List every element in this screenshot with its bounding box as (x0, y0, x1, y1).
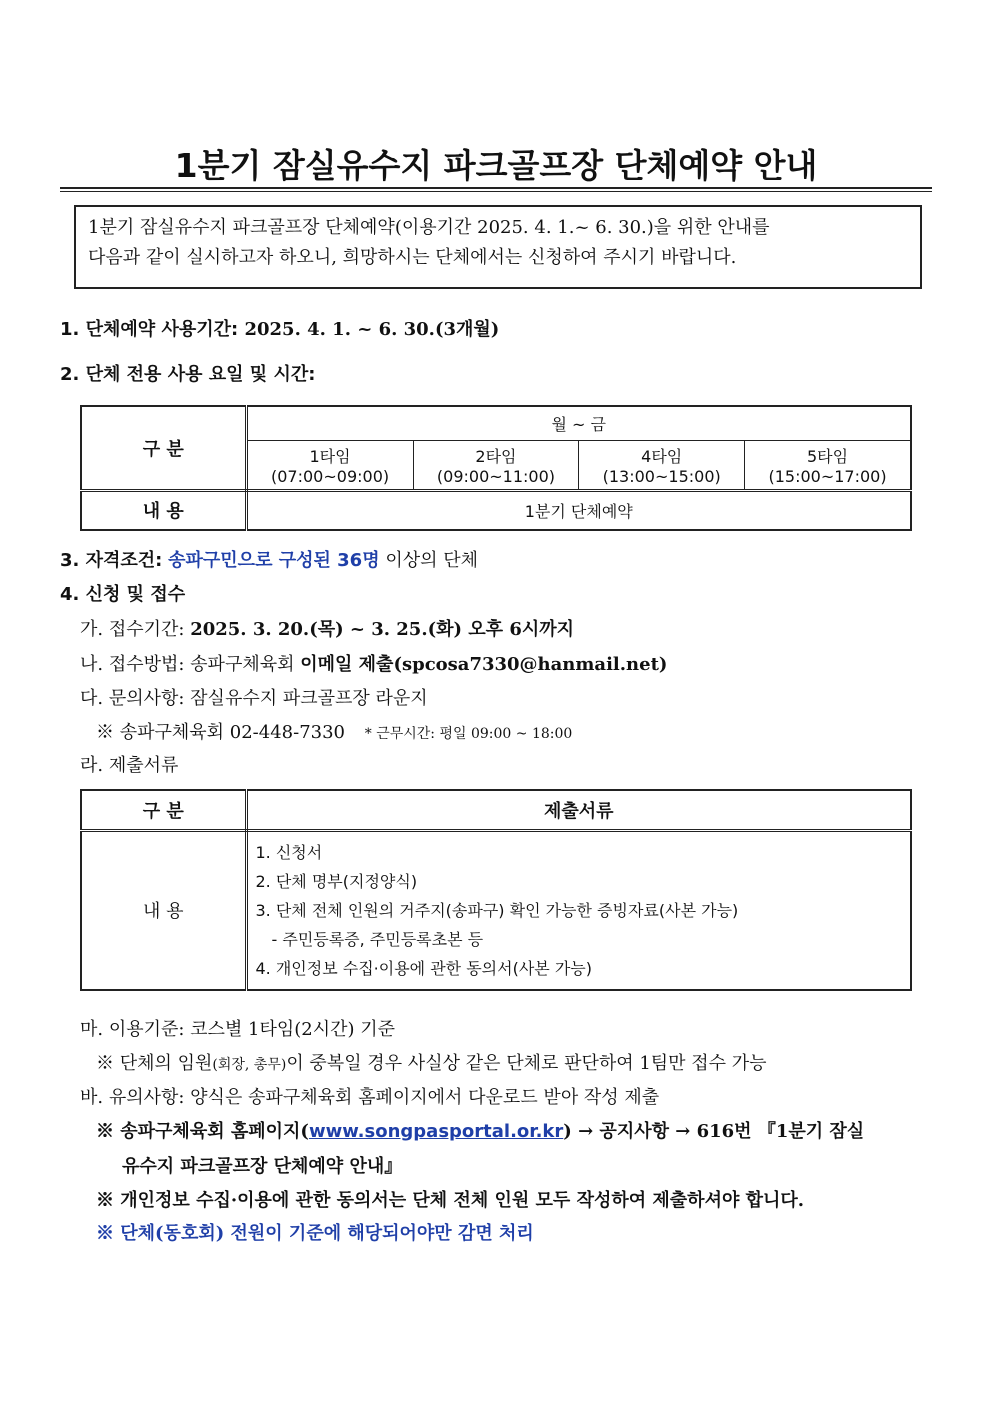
schedule-header-label: 구 분 (81, 406, 246, 490)
contact-text: ※ 송파구체육회 02-448-7330 (96, 722, 346, 743)
slot-2-time: (09:00~11:00) (436, 466, 556, 486)
note-3: ※ 단체(동호회) 전원이 기준에 해당되어야만 감면 처리 (96, 1223, 534, 1244)
section-4-ra: 라. 제출서류 (80, 755, 179, 776)
ma-note (96, 1049, 767, 1075)
intro-line-2: 다음과 같이 실시하고자 하오니, 희망하시는 단체에서는 신청하여 주시기 바랍니다. (88, 247, 737, 268)
na-bold: 이메일 제출 (300, 654, 394, 675)
section-1 (60, 315, 499, 341)
section-3-rest: 이상의 단체 (385, 550, 478, 571)
schedule-days: 월 ~ 금 (246, 406, 911, 440)
note-1-line-2: 유수지 파크골프장 단체예약 안내』 (122, 1156, 403, 1177)
slot-1-name: 1타임 (309, 446, 351, 466)
slot-5 (745, 440, 911, 490)
doc-item: 4. 개인정보 수집·이용에 관한 동의서(사본 가능) (255, 958, 592, 978)
ma-note-paren: (회장, 총무) (212, 1057, 287, 1073)
section-1-value: 2025. 4. 1. ~ 6. 30.(3개월) (244, 319, 500, 340)
schedule-row-label: 내 용 (81, 490, 246, 530)
ga-value: 2025. 3. 20.(목) ~ 3. 25.(화) 오후 6시까지 (190, 619, 575, 640)
schedule-row-value: 1분기 단체예약 (246, 490, 911, 530)
section-1-label: 1. 단체예약 사용기간: (60, 319, 239, 340)
note-2: ※ 개인정보 수집·이용에 관한 동의서는 단체 전체 인원 모두 작성하여 제출하셔야 합니다. (96, 1190, 805, 1211)
slot-1 (246, 440, 413, 490)
intro-box (74, 205, 922, 289)
ga-label: 가. 접수기간: (80, 619, 185, 640)
note-1-post: ) → 공지사항 → 616번 『1분기 잠실 (563, 1121, 865, 1142)
section-3-label: 3. 자격조건: (60, 550, 163, 571)
section-3-highlight: 송파구민으로 구성된 36명 (168, 550, 380, 571)
section-4-da: 다. 문의사항: 잠실유수지 파크골프장 라운지 (80, 688, 428, 709)
slot-4-name: 4타임 (641, 446, 683, 466)
section-4-label: 4. 신청 및 접수 (60, 584, 186, 605)
slot-4-time: (13:00~15:00) (602, 466, 721, 486)
doc-item: - 주민등록증, 주민등록초본 등 (271, 929, 484, 949)
slot-4 (579, 440, 745, 490)
documents-header-label: 구 분 (81, 790, 246, 830)
documents-header-docs: 제출서류 (246, 790, 911, 830)
documents-table (80, 789, 912, 991)
title-rule-bottom (60, 191, 932, 192)
homepage-link[interactable]: www.songpasportal.or.kr (308, 1121, 564, 1142)
na-email: (spcosa7330@hanmail.net) (393, 654, 668, 675)
section-4-ga (80, 615, 574, 641)
doc-item: 3. 단체 전체 인원의 거주지(송파구) 확인 가능한 증빙자료(사본 가능) (255, 900, 739, 920)
section-ba: 바. 유의사항: 양식은 송파구체육회 홈페이지에서 다운로드 받아 작성 제출 (80, 1087, 660, 1108)
section-2-label: 2. 단체 전용 사용 요일 및 시간: (60, 364, 316, 385)
slot-2 (413, 440, 579, 490)
section-ma: 마. 이용기준: 코스별 1타임(2시간) 기준 (80, 1019, 396, 1040)
slot-5-name: 5타임 (806, 446, 849, 466)
slot-5-time: (15:00~17:00) (768, 466, 887, 486)
note-1 (96, 1117, 864, 1143)
intro-line-1: 1분기 잠실유수지 파크골프장 단체예약(이용기간 2025. 4. 1.~ 6. 30.)을 위한 안내를 (88, 217, 770, 238)
documents-row-label: 내 용 (81, 830, 246, 990)
note-1-pre: ※ 송파구체육회 홈페이지( (96, 1121, 309, 1142)
section-4-na (80, 650, 667, 676)
slot-2-name: 2타임 (475, 446, 517, 466)
documents-list (246, 830, 911, 990)
doc-item: 1. 신청서 (255, 842, 323, 862)
contact-line (96, 718, 572, 744)
page-title: 1분기 잠실유수지 파크골프장 단체예약 안내 (174, 146, 818, 185)
title-rule-top (60, 187, 932, 189)
section-3 (60, 546, 478, 572)
doc-item: 2. 단체 명부(지정양식) (255, 871, 418, 891)
schedule-table (80, 405, 912, 531)
ma-note-pre: ※ 단체의 임원 (96, 1053, 213, 1074)
contact-hours: * 근무시간: 평일 09:00 ~ 18:00 (364, 726, 573, 742)
ma-note-post: 이 중복일 경우 사실상 같은 단체로 판단하여 1팀만 접수 가능 (286, 1053, 767, 1074)
na-label: 나. 접수방법: 송파구체육회 (80, 654, 295, 675)
slot-1-time: (07:00~09:00) (271, 466, 390, 486)
